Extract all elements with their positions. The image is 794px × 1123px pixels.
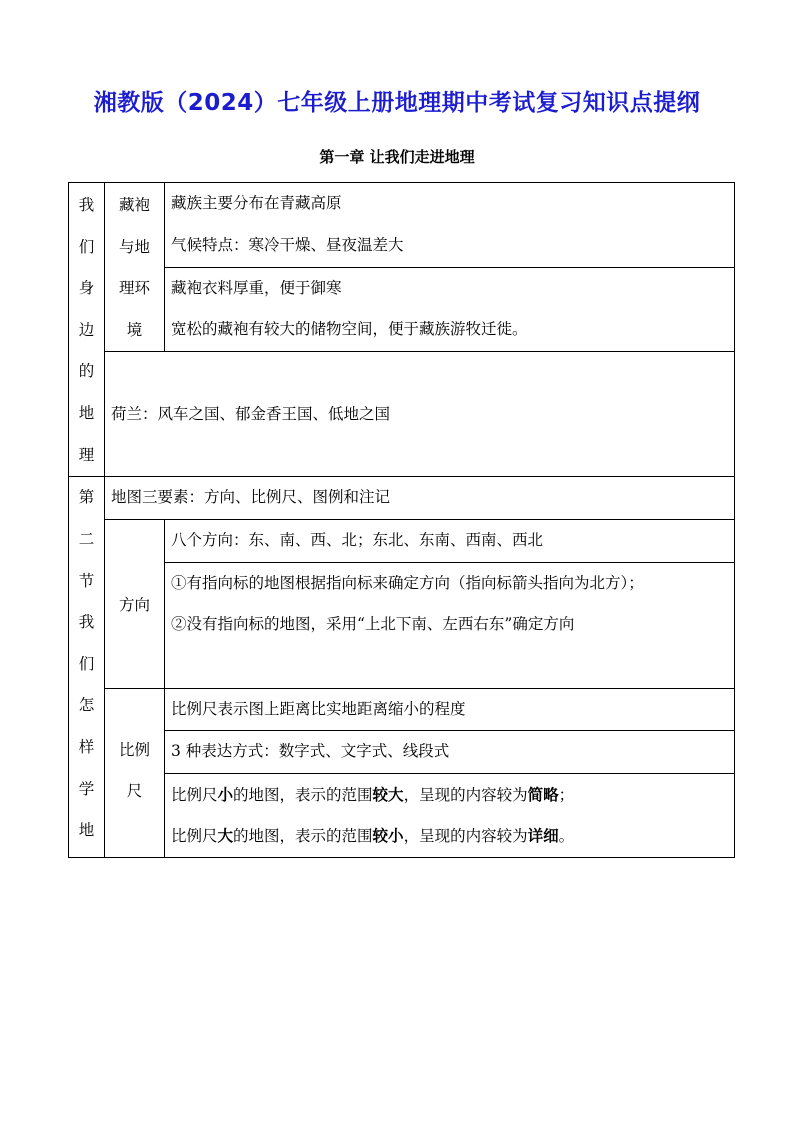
table-row [69,773,735,857]
table-row [69,352,735,477]
chapter-heading: 第一章 让我们走进地理 [319,148,475,166]
table-row [69,477,735,520]
small-scale-line: 比例尺小的地图，表示的范围较大，呈现的内容较为简略； [171,784,575,804]
map-elements-cell: 地图三要素：方向、比例尺、图例和注记 [105,477,735,520]
section1-label: 我 们 身 边 的 地 理 [69,183,105,477]
table-row [69,183,735,268]
scale-definition-cell: 比例尺表示图上距离比实地距离缩小的程度 [165,688,735,731]
topic-tibetan-robe-label: 藏袍 与地 理环 境 [105,183,165,352]
table-row [69,731,735,774]
tibetan-distribution-cell: 藏族主要分布在青藏高原 气候特点：寒冷干燥、昼夜温差大 [165,183,735,268]
large-scale-line: 比例尺大的地图，表示的范围较小，呈现的内容较为详细。 [171,826,575,846]
scale-label: 比例 尺 [105,688,165,857]
scale-comparison-cell [165,773,735,857]
table-row [69,688,735,731]
document-title: 湘教版（2024）七年级上册地理期中考试复习知识点提纲 [93,90,701,116]
tibetan-robe-cell: 藏袍衣料厚重，便于御寒 宽松的藏袍有较大的储物空间，便于藏族游牧迁徙。 [165,267,735,352]
outline-table [68,182,735,858]
eight-directions-cell: 八个方向：东、南、西、北；东北、东南、西南、西北 [165,519,735,562]
table-row [69,562,735,688]
netherlands-cell: 荷兰：风车之国、郁金香王国、低地之国 [105,352,735,477]
scale-forms-text: 3 种表达方式：数字式、文字式、线段式 [171,742,450,761]
direction-label: 方向 [105,519,165,688]
table-row [69,267,735,352]
direction-rules-cell: ①有指向标的地图根据指向标来确定方向（指向标箭头指向为北方）； ②没有指向标的地图，采用“上北下南、左西右东”确定方向 [165,562,735,688]
section2-label: 第 二 节 我 们 怎 样 学 地 [69,477,105,858]
scale-forms-cell [165,731,735,774]
table-row [69,519,735,562]
